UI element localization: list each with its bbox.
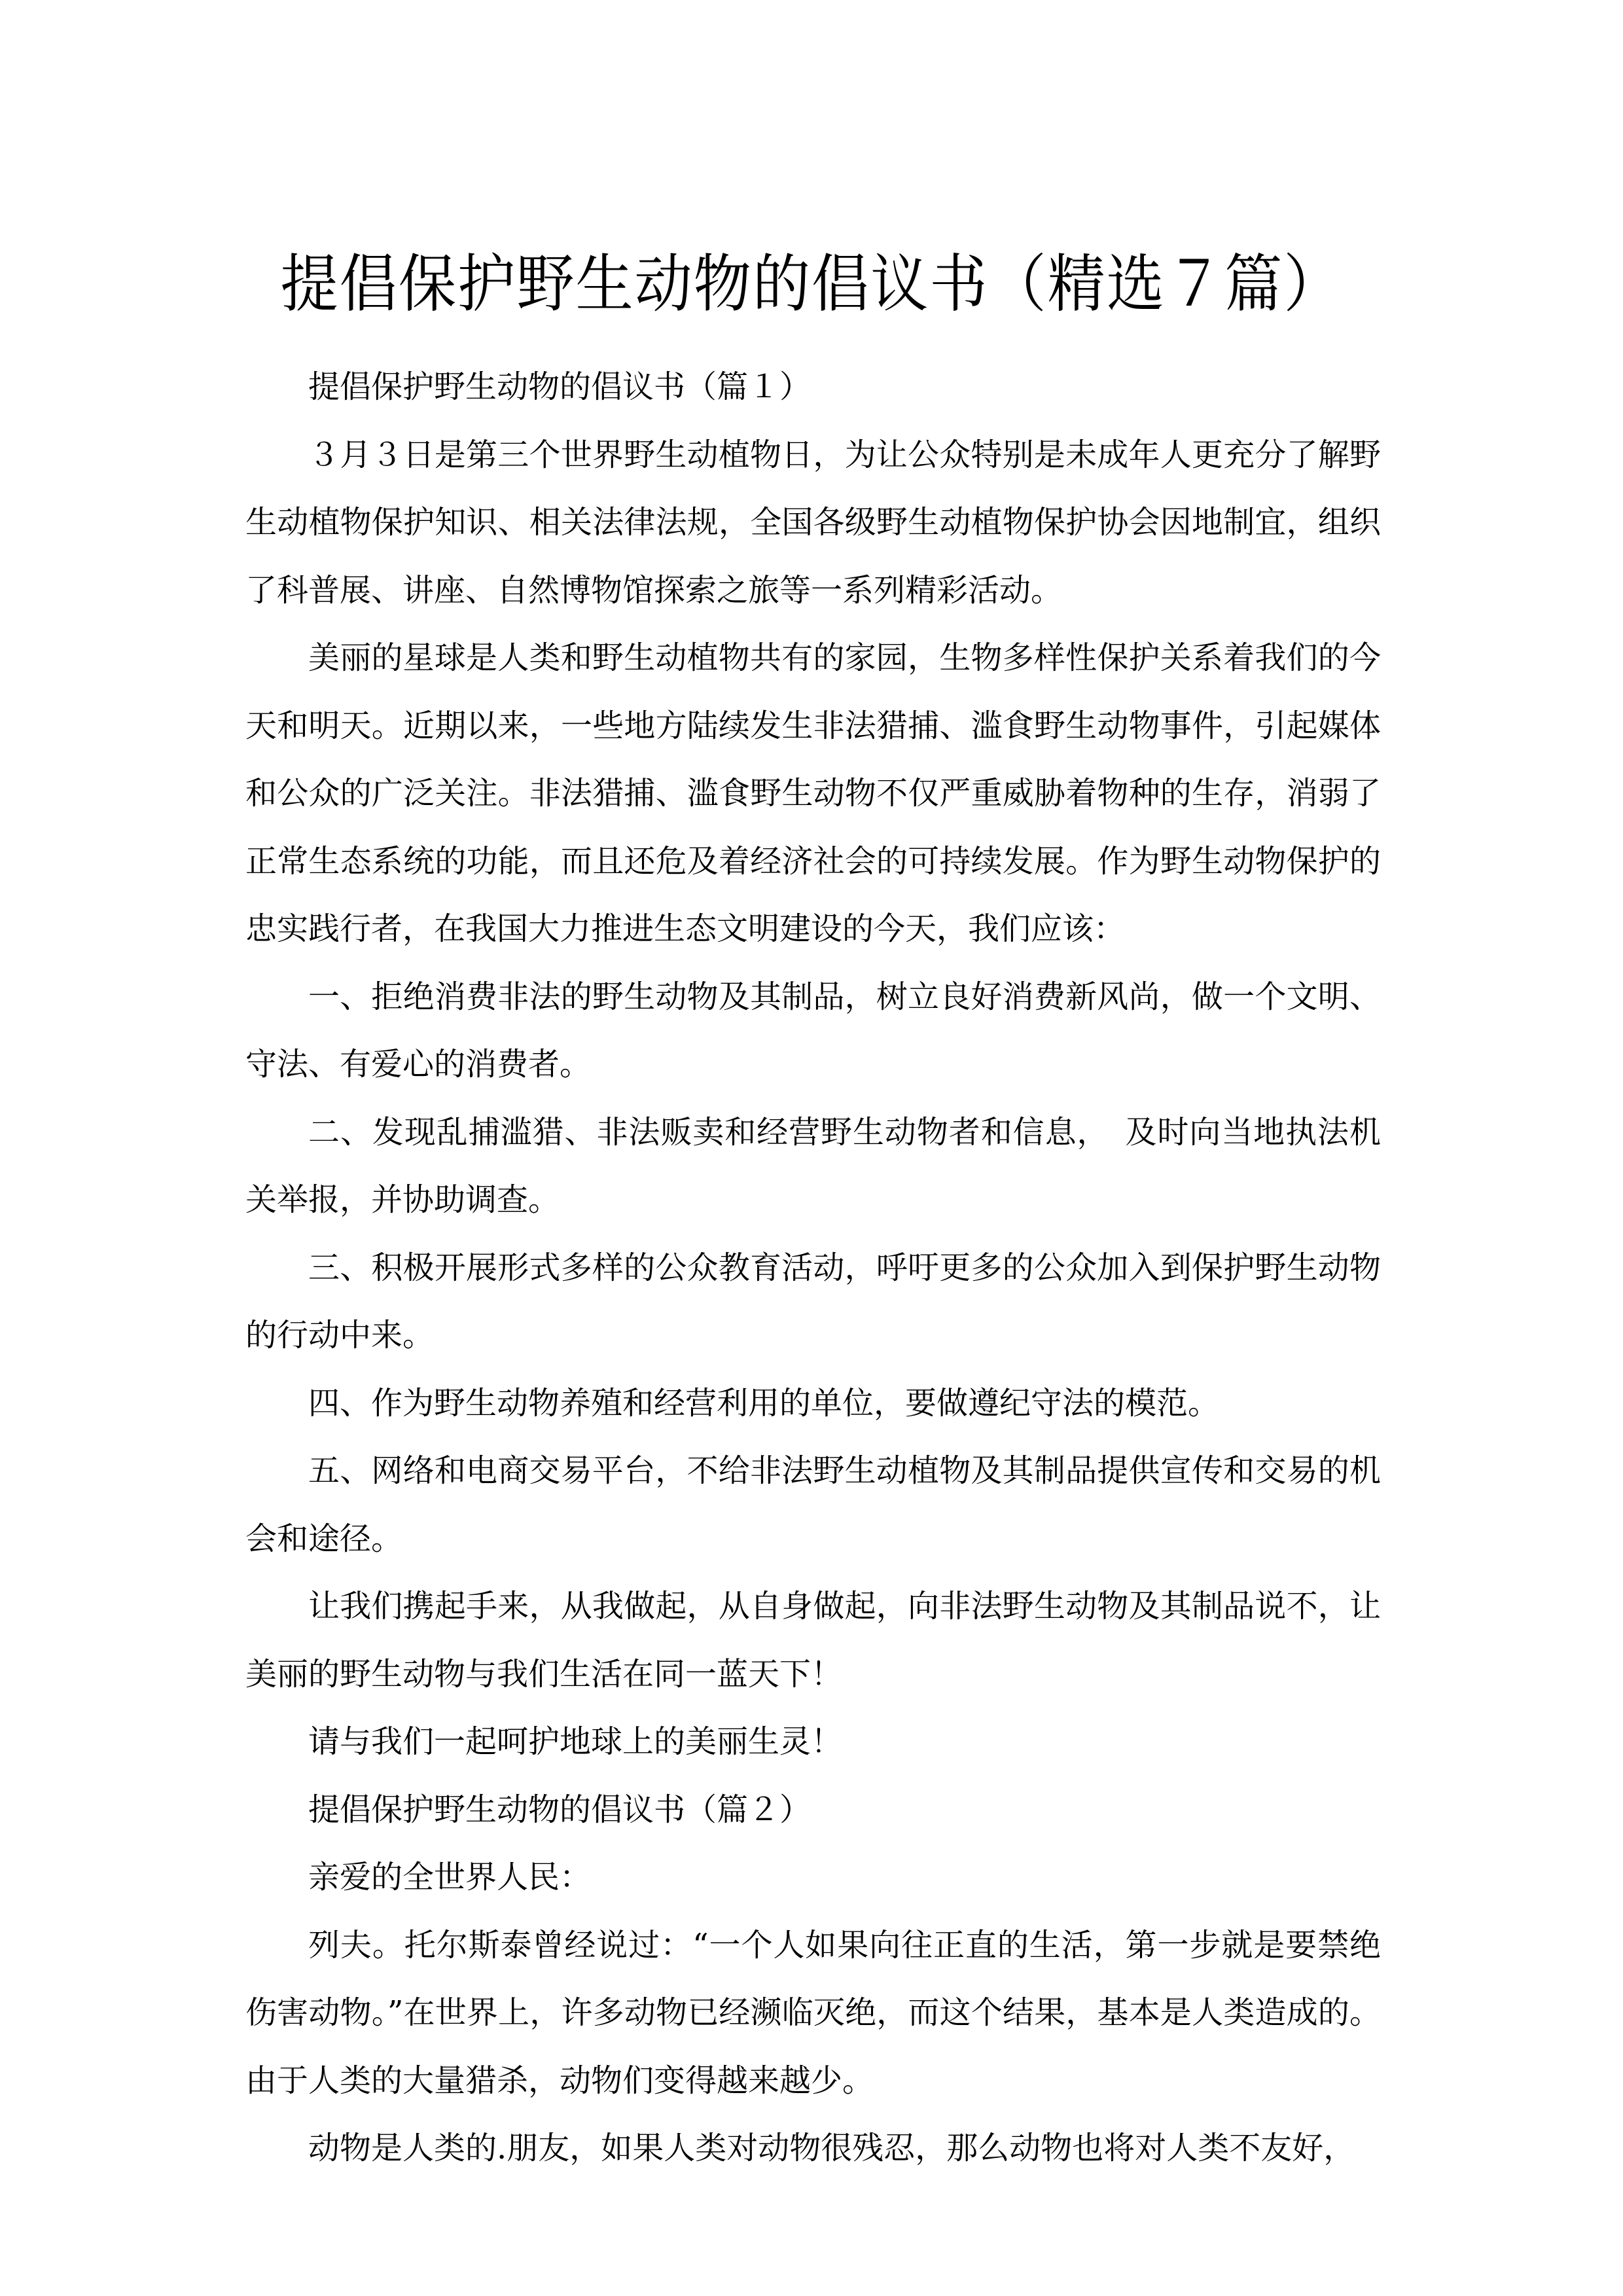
paragraph: 动物是人类的.朋友，如果人类对动物很残忍，那么动物也将对人类不友好， <box>308 2130 1355 2166</box>
paragraph: 五、网络和电商交易平台，不给非法野生动植物及其制品提供宣传和交易的机会和途径。 <box>245 1452 1381 1557</box>
paragraph: ３月３日是第三个世界野生动植物日，为让公众特别是未成年人更充分了解野生动植物保护知识、相关法律法规，全国各级野生动植物保护协会因地制宜，组织了科普展、讲座、自然博物馆探索之旅等一系列精彩活动。 <box>245 436 1381 609</box>
section-heading: 提倡保护野生动物的倡议书（篇２） <box>308 1791 812 1828</box>
paragraph: 列夫。托尔斯泰曾经说过：“一个人如果向往正直的生活，第一步就是要禁绝伤害动物。”在世界上，许多动物已经濒临灭绝，而这个结果，基本是人类造成的。由于人类的大量猎杀，动物们变得越来越少。 <box>245 1926 1381 2099</box>
document-title: 提倡保护野生动物的倡议书（精选７篇） <box>280 247 1343 321</box>
paragraph: 美丽的星球是人类和野生动植物共有的家园，生物多样性保护关系着我们的今天和明天。近期以来，一些地方陆续发生非法猎捕、滥食野生动物事件，引起媒体和公众的广泛关注。非法猎捕、滥食野生动物不仅严重威胁着物种的生存，消弱了正常生态系统的功能，而且还危及着经济社会的可持续发展。作为野生动物保护的忠实践行者，在我国大力推进生态文明建设的今天，我们应该： <box>245 639 1381 947</box>
paragraph: 请与我们一起呵护地球上的美丽生灵！ <box>308 1723 843 1760</box>
paragraph: 一、拒绝消费非法的野生动物及其制品，树立良好消费新风尚，做一个文明、守法、有爱心的消费者。 <box>245 978 1381 1083</box>
paragraph: 二、发现乱捕滥猎、非法贩卖和经营野生动物者和信息， 及时向当地执法机关举报，并协助调查。 <box>245 1113 1381 1218</box>
paragraph: 让我们携起手来，从我做起，从自身做起，向非法野生动物及其制品说不，让美丽的野生动物与我们生活在同一蓝天下！ <box>245 1588 1381 1693</box>
paragraph: 三、积极开展形式多样的公众教育活动，呼吁更多的公众加入到保护野生动物的行动中来。 <box>245 1249 1381 1354</box>
document-body <box>245 353 1381 2183</box>
paragraph: 亲爱的全世界人民： <box>308 1859 592 1895</box>
paragraph: 四、作为野生动物养殖和经营利用的单位，要做遵纪守法的模范。 <box>308 1384 1220 1422</box>
section-heading: 提倡保护野生动物的倡议书（篇１） <box>308 368 812 405</box>
